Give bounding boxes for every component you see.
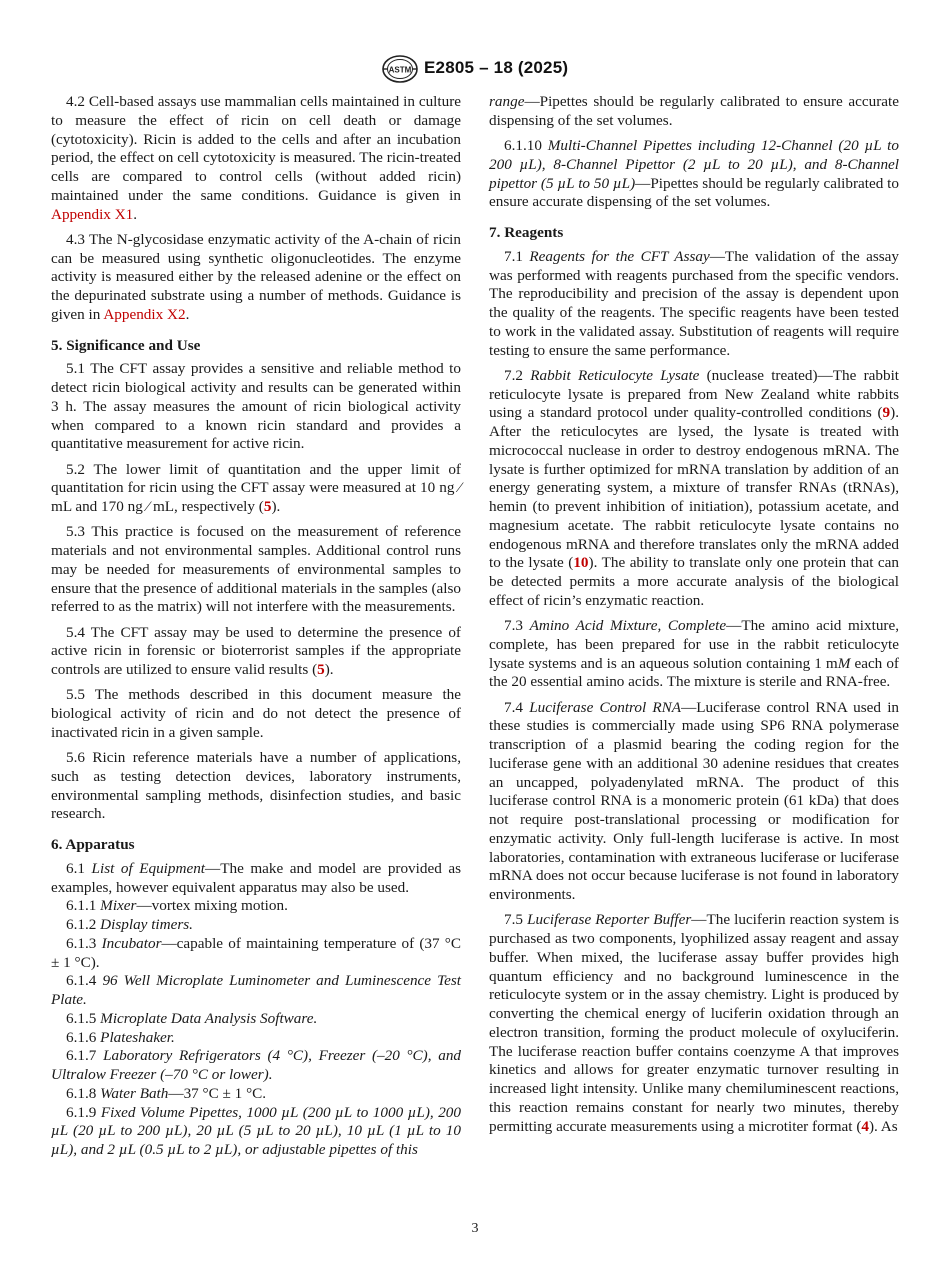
reference-link[interactable]: 9 <box>882 404 891 422</box>
document-id: E2805 – 18 (2025) <box>424 58 569 77</box>
astm-logo-icon <box>380 55 420 83</box>
page-number: 3 <box>471 1221 479 1236</box>
para-6-1-6: 6.1.6 Plateshaker. <box>66 1028 175 1046</box>
para-6-1-8: 6.1.8 Water Bath—37 °C ± 1 °C. <box>66 1084 267 1102</box>
section-6-heading: 6. Apparatus <box>51 836 135 853</box>
para-5-3: 5.3 This practice is focused on the measurement of reference materials and not environmental samples. Additional control runs may be needed for measurements of environmental samples to ensure that the presence of additional materials in the samples (also referred to as the matrix) will not interfere with the measurements. <box>51 523 461 616</box>
para-7-4: 7.4 Luciferase Control RNA—Luciferase control RNA used in these studies is commercially made using SP6 RNA polymerase transcription of a plasmid bearing the coding region for the luciferase gene with an additional 30 adenine residues that creates an uncapped, polyadenylated mRNA. The product of this luciferase control RNA is a monomeric protein (61 kDa) that does not require post-translational processing or modification for enzymatic activity. Only full-length luciferase is active. In most laboratories, contamination with extraneous luciferase or luciferase mRNA does not occur because luciferase is not found in laboratory environments. <box>489 698 900 903</box>
para-6-1-4: 6.1.4 96 Well Microplate Luminometer and Luminescence Test Plate. <box>51 972 462 1008</box>
section-5-heading: 5. Significance and Use <box>51 336 201 354</box>
appendix-x1-link[interactable]: Appendix X1 <box>51 205 134 223</box>
svg-text:ASTM: ASTM <box>388 65 412 75</box>
para-6-1-7: 6.1.7 Laboratory Refrigerators (4 °C), Freezer (–20 °C), and Ultralow Freezer (–70 °C or lower). <box>51 1047 462 1083</box>
reference-link[interactable]: 10 <box>573 554 589 572</box>
para-6-1-5: 6.1.5 Microplate Data Analysis Software. <box>66 1009 318 1027</box>
para-6-1-2: 6.1.2 Display timers. <box>66 916 193 933</box>
para-4-3: 4.3 The N-glycosidase enzymatic activity of the A-chain of ricin can be measured using synthetic oligonucleotides. The enzyme activity is measured either by the released adenine or the effect on the depurinated substrate using a number of methods. Guidance is given in Appendix X2. <box>51 230 461 323</box>
reference-link[interactable]: 5 <box>263 498 272 515</box>
para-4-2: 4.2 Cell-based assays use mammalian cells maintained in culture to measure the effect of ricin on cell death or damage (cytotoxicity). Ricin is added to the cells and after an incubation period, the effect on cell cytotoxicity is measured. The ricin-treated cells are compared to control cells (without added ricin) maintained under the same conditions. Guidance is given in Appendix X1. <box>51 93 461 223</box>
para-7-1: 7.1 Reagents for the CFT Assay—The validation of the assay was performed with reagents purchased from the specific vendors. The reproducibility and precision of the assay is dependent upon the quality of the reagents. The specific reagents have been tested to work in the validated assay. Substitution of reagents will require testing to ensure the same performance. <box>489 247 900 359</box>
right-column <box>489 93 899 1143</box>
left-column <box>51 93 461 1160</box>
para-7-2: 7.2 Rabbit Reticulocyte Lysate (nuclease treated)—The rabbit reticulocyte lysate is prepared from New Zealand white rabbits using a standard protocol under quality-controlled conditions (9). After the reticulocytes are lysed, the lysate is treated with micrococcal nuclease in order to destroy endogenous mRNA. The lysate is further optimized for mRNA translation by addition of an energy generating system, a mixture of transfer RNAs (tRNAs), hemin (to prevent inhibition of initiation), potassium acetate, and magnesium acetate. The rabbit reticulocyte lysate contains no endogenous mRNA and therefore translates only the mRNA added to the lysate (10). The ability to translate only one protein that can be detected permits a more accurate analysis of the biological effect of ricin’s enzymatic reaction. <box>489 366 900 609</box>
para-6-1-9: 6.1.9 Fixed Volume Pipettes, 1000 µL (200 µL to 1000 µL), 200 µL (20 µL to 200 µL), 20 µL (5 µL to 20 µL), 10 µL (1 µL to 10 µL), and 2 µL (0.5 µL to 2 µL), or adjustable pipettes of this <box>51 1103 461 1158</box>
section-7-heading: 7. Reagents <box>489 224 564 241</box>
appendix-x2-link[interactable]: Appendix X2 <box>103 305 186 323</box>
para-7-3: 7.3 Amino Acid Mixture, Complete—The amino acid mixture, complete, has been prepared for use in the rabbit reticulocyte lysate systems and is an aqueous solution containing 1 mM each of the 20 essential amino acids. The mixture is sterile and RNA-free. <box>489 617 900 691</box>
para-5-1: 5.1 The CFT assay provides a sensitive and reliable method to detect ricin biological activity and results can be generated within 3 h. The assay measures the amount of ricin biological activity when compared to a known ricin standard and provides a quantitative measurement for active ricin. <box>51 360 461 453</box>
para-6-1-1: 6.1.1 Mixer—vortex mixing motion. <box>66 897 288 915</box>
para-6-1-10: 6.1.10 Multi-Channel Pipettes including 12-Channel (20 µL to 200 µL), 8-Channel Pipettor (2 µL to 20 µL), and 8-Channel pipettor (5 µL to 50 µL)—Pipettes should be regularly calibrated to ensure accurate dispensing of the set volumes. <box>489 137 899 211</box>
para-6-1-3: 6.1.3 Incubator—capable of maintaining temperature of (37 °C ± 1 °C). <box>51 934 461 971</box>
page-header <box>0 55 950 83</box>
para-5-6: 5.6 Ricin reference materials have a number of applications, such as testing detection devices, laboratory instruments, environmental sampling methods, disinfection studies, and basic research. <box>51 749 461 823</box>
para-5-4: 5.4 The CFT assay may be used to determine the presence of active ricin in forensic or bioterrorist samples if the appropriate controls are utilized to ensure valid results (5). <box>51 623 461 678</box>
para-7-5: 7.5 Luciferase Reporter Buffer—The luciferin reaction system is purchased as two components, lyophilized assay reagent and assay buffer. When mixed, the luciferase assay buffer provides high quantum efficiency and no background luminescence in the reticulocyte system or in the assay chemistry. Light is produced by converting the chemical energy of luciferin oxidation through an electron transition, forming the product molecule of oxyluciferin. The luciferase reaction buffer contains coenzyme A that improves kinetics and allows for greater enzymatic turnover resulting in increased light intensity. Unlike many chemiluminescent reactions, this reaction remains constant for nearly two minutes, thereby permitting accurate measurements using a microtiter format (4). As <box>489 911 900 1135</box>
para-6-1-9-continued: range—Pipettes should be regularly calibrated to ensure accurate dispensing of the set volumes. <box>489 93 899 129</box>
reference-link[interactable]: 4 <box>861 1117 869 1135</box>
para-5-5: 5.5 The methods described in this document measure the biological activity of ricin and do not detect the presence of inactivated ricin in a given sample. <box>51 686 461 741</box>
reference-link[interactable]: 5 <box>317 661 325 678</box>
para-5-2: 5.2 The lower limit of quantitation and the upper limit of quantitation for ricin using the CFT assay were measured at 10 ng ⁄ mL and 170 ng ⁄ mL, respectively (5). <box>51 460 461 515</box>
para-6-1: 6.1 List of Equipment—The make and model are provided as examples, however equivalent apparatus may also be used. <box>51 859 461 896</box>
